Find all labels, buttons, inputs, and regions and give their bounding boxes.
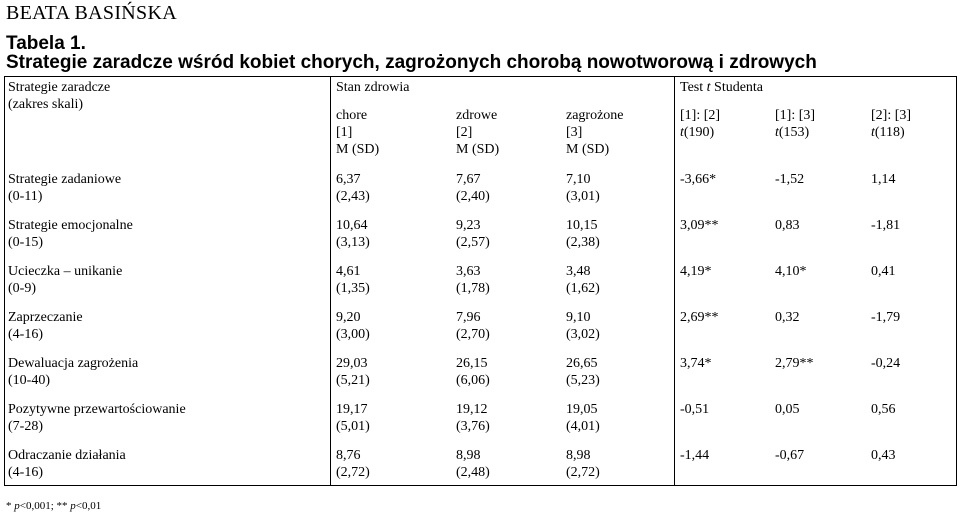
table-label: Tabela 1. [6, 33, 86, 54]
strategy-name: Strategie zadaniowe (0-11) [8, 172, 122, 204]
chore-value: 19,17 (5,01) [336, 402, 370, 434]
header-t12: [1]: [2] t(190) [680, 108, 721, 140]
zagrozone-value: 19,05 (4,01) [566, 402, 600, 434]
t12-value: 3,09** [680, 218, 719, 233]
chore-value: 10,64 (3,13) [336, 218, 370, 250]
header-t13: [1]: [3] t(153) [775, 108, 816, 140]
zdrowe-value: 3,63 (1,78) [456, 264, 490, 296]
t13-value: -0,67 [775, 448, 805, 463]
t13-value: 0,32 [775, 310, 800, 325]
t13-value: 2,79** [775, 356, 814, 371]
t13-value: 4,10* [775, 264, 807, 279]
header-strategies: Strategie zaradcze (zakres skali) [8, 80, 111, 112]
strategy-name: Pozytywne przewartościowanie (7-28) [8, 402, 186, 434]
zdrowe-value: 26,15 (6,06) [456, 356, 490, 388]
zagrozone-value: 26,65 (5,23) [566, 356, 600, 388]
t23-value: -1,81 [871, 218, 901, 233]
t12-value: 3,74* [680, 356, 712, 371]
results-table [4, 76, 957, 486]
zagrozone-value: 7,10 (3,01) [566, 172, 600, 204]
zdrowe-value: 7,96 (2,70) [456, 310, 490, 342]
strategy-name: Strategie emocjonalne (0-15) [8, 218, 133, 250]
t23-value: 1,14 [871, 172, 896, 187]
chore-value: 4,61 (1,35) [336, 264, 370, 296]
table-title: Strategie zaradcze wśród kobiet chorych, zagrożonych chorobą nowotworową i zdrowych [6, 52, 817, 73]
zdrowe-value: 8,98 (2,48) [456, 448, 490, 480]
zdrowe-value: 9,23 (2,57) [456, 218, 490, 250]
chore-value: 6,37 (2,43) [336, 172, 370, 204]
header-t23: [2]: [3] t(118) [871, 108, 912, 140]
chore-value: 9,20 (3,00) [336, 310, 370, 342]
t23-value: -1,79 [871, 310, 901, 325]
strategy-name: Dewaluacja zagrożenia (10-40) [8, 356, 139, 388]
t13-value: -1,52 [775, 172, 805, 187]
zdrowe-value: 7,67 (2,40) [456, 172, 490, 204]
t13-value: 0,05 [775, 402, 800, 417]
header-chore: chore [1] M (SD) [336, 108, 380, 157]
strategy-name: Ucieczka – unikanie (0-9) [8, 264, 123, 296]
t12-value: -0,51 [680, 402, 710, 417]
t12-value: -1,44 [680, 448, 710, 463]
t13-value: 0,83 [775, 218, 800, 233]
zagrozone-value: 10,15 (2,38) [566, 218, 600, 250]
zdrowe-value: 19,12 (3,76) [456, 402, 490, 434]
table-divider [674, 77, 675, 485]
footnote: * p<0,001; ** p<0,01 [6, 500, 102, 512]
header-zagrozone: zagrożone [3] M (SD) [566, 108, 624, 157]
t12-value: 4,19* [680, 264, 712, 279]
t23-value: 0,43 [871, 448, 896, 463]
t12-value: -3,66* [680, 172, 717, 187]
chore-value: 8,76 (2,72) [336, 448, 370, 480]
header-health-status: Stan zdrowia [336, 80, 410, 95]
t23-value: 0,41 [871, 264, 896, 279]
zagrozone-value: 9,10 (3,02) [566, 310, 600, 342]
t23-value: -0,24 [871, 356, 901, 371]
header-zdrowe: zdrowe [2] M (SD) [456, 108, 500, 157]
chore-value: 29,03 (5,21) [336, 356, 370, 388]
zagrozone-value: 8,98 (2,72) [566, 448, 600, 480]
strategy-name: Zaprzeczanie (4-16) [8, 310, 83, 342]
header-t-test: Test t Studenta [680, 80, 764, 95]
zagrozone-value: 3,48 (1,62) [566, 264, 600, 296]
table-divider [330, 77, 331, 485]
t12-value: 2,69** [680, 310, 719, 325]
author-name: BEATA BASIŃSKA [6, 2, 177, 24]
t23-value: 0,56 [871, 402, 896, 417]
strategy-name: Odraczanie działania (4-16) [8, 448, 126, 480]
